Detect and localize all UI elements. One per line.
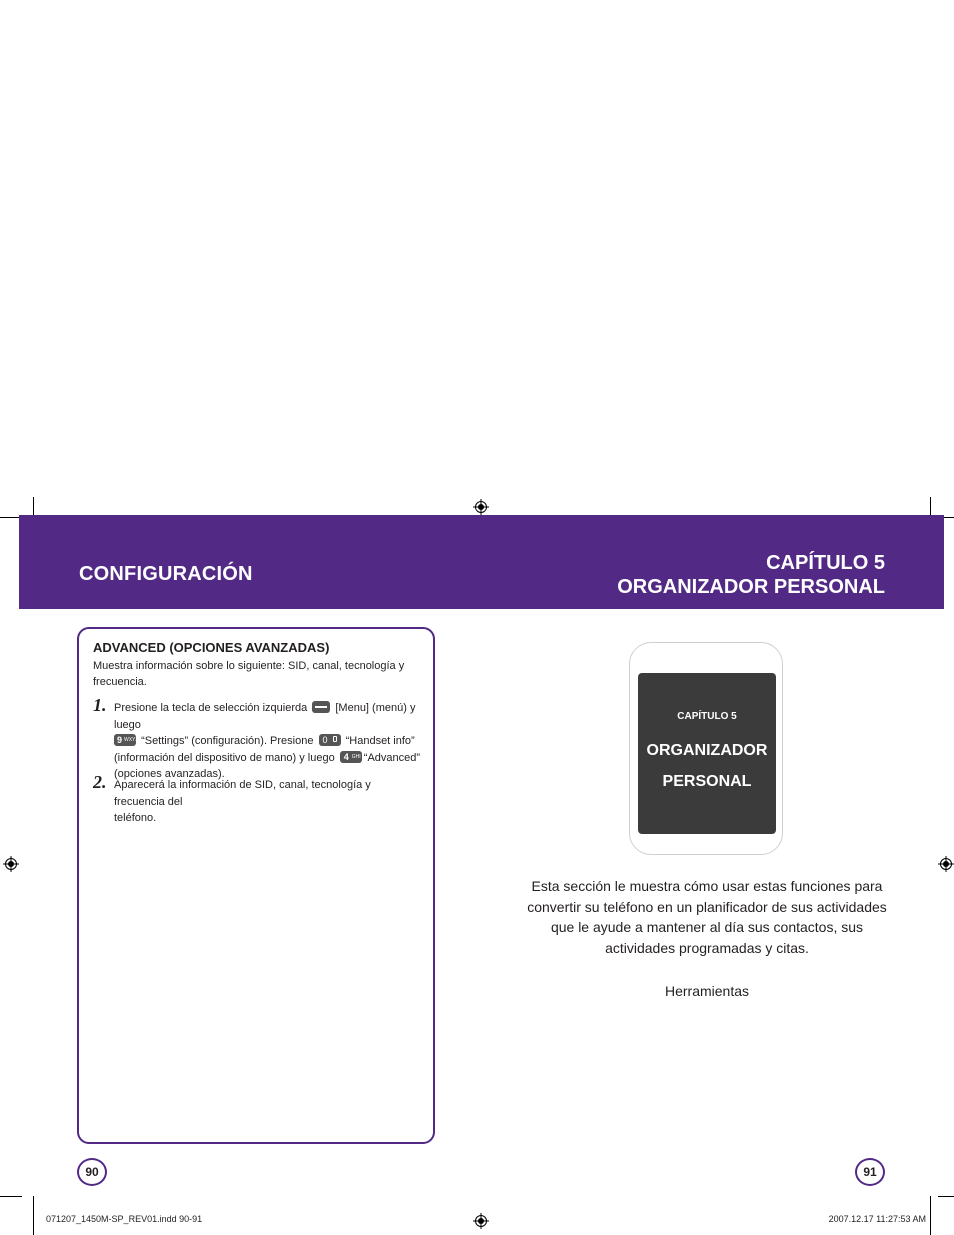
timestamp-slug: 2007.12.17 11:27:53 AM [828,1214,926,1224]
registration-mark-icon [938,856,954,872]
phone-screen [638,673,776,834]
crop-mark [0,1196,22,1197]
page-number-right: 91 [855,1158,885,1186]
key-9-icon: 9 WXYZ [114,734,136,746]
screen-chapter-label: CAPÍTULO 5 [677,711,737,722]
registration-mark-icon [473,1213,489,1229]
crop-mark [930,1196,931,1235]
step-text: Presione la tecla de selección izquierda [Menu] (menú) y luego 9 WXYZ “Settings” (configuración). Presione 0 “Handset info” (información del dispositivo de mano) y luego 4 GHI “Advanced” (opciones avanzadas). [114,702,421,780]
section-description: Muestra información sobre lo siguiente: SID, canal, tecnología y frecuencia. [93,660,405,688]
step-number: 2. [93,772,107,792]
step-text: Aparecerá la información de SID, canal, tecnología y frecuencia del teléfono. [114,779,371,824]
chapter-intro: Esta sección le muestra cómo usar estas funciones para convertir su teléfono en un planificador de sus actividades que le ayude a mantener al día sus contactos, sus actividades programadas y citas. [527,878,887,956]
chapter-number: CAPÍTULO 5 [766,552,885,574]
tools-label: Herramientas [664,983,750,999]
file-slug: 071207_1450M-SP_REV01.indd 90-91 [46,1214,203,1224]
page-number-left: 90 [77,1158,107,1186]
right-page-title [617,551,885,599]
step-number: 1. [93,695,107,715]
crop-mark [938,1196,954,1197]
left-soft-key-icon [312,701,330,713]
key-0-icon: 0 [319,734,341,746]
advanced-section-box [77,627,435,1144]
registration-mark-icon [3,856,19,872]
section-title: ADVANCED (OPCIONES AVANZADAS) [93,640,330,655]
key-4-icon: 4 GHI [340,751,362,763]
screen-chapter-title: ORGANIZADOR PERSONAL [646,742,768,790]
phone-illustration [629,642,783,855]
registration-mark-icon [473,499,489,515]
left-page-title: CONFIGURACIÓN [79,563,253,585]
chapter-banner [19,515,944,609]
chapter-name: ORGANIZADOR PERSONAL [617,576,885,598]
crop-mark [33,1196,34,1235]
